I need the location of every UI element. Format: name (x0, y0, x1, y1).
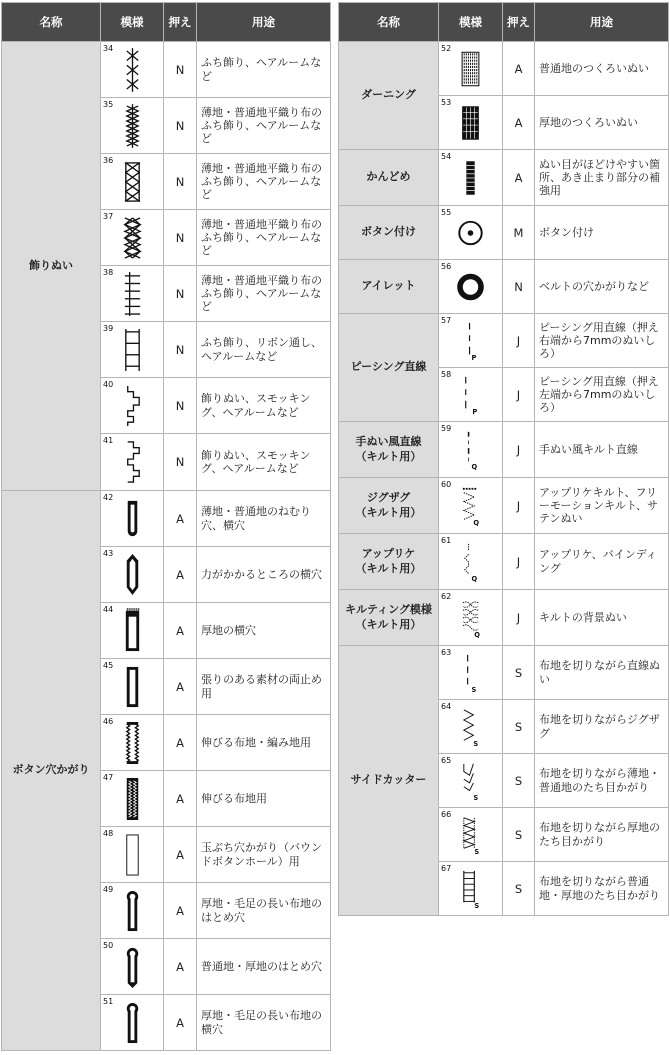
stitch-number: 44 (103, 605, 114, 614)
stitch-pattern-cell (439, 368, 503, 422)
stitch-number: 61 (441, 536, 452, 545)
presser-foot: N (164, 266, 197, 322)
svg-text:P: P (471, 353, 477, 362)
stitch-number: 59 (441, 424, 452, 433)
stitch-pattern-cell (101, 42, 164, 98)
stitch-pattern-cell (439, 206, 503, 260)
stitch-number: 60 (441, 480, 452, 489)
stitch-use: 飾りぬい、スモッキング、ヘアルームなど (197, 378, 331, 434)
table-row (339, 42, 669, 96)
table-body (339, 42, 669, 916)
category-name-line: 飾りぬい (29, 258, 73, 272)
stitch-use: 薄地・普通地平織り布のふち飾り、ヘアルームなど (197, 210, 331, 266)
category-name-line: 手ぬい風直線 (355, 435, 422, 449)
presser-foot: N (164, 434, 197, 491)
header-pattern: 模様 (101, 3, 164, 42)
piecing-58-icon (439, 374, 502, 416)
stitch-41-icon (101, 438, 163, 486)
presser-foot: A (164, 715, 197, 771)
stitch-number: 67 (441, 864, 452, 873)
stitch-use: ふち飾り、ヘアルームなど (197, 42, 331, 98)
stitch-use: 力がかかるところの横穴 (197, 547, 331, 603)
quilt-62-icon (439, 597, 502, 639)
stitch-pattern-cell (101, 883, 164, 939)
stitch-use: 伸びる布地・編み地用 (197, 715, 331, 771)
stitch-use: 玉ぶち穴かがり（バウンドボタンホール）用 (197, 827, 331, 883)
header-name: 名称 (339, 3, 439, 42)
stitch-use: ボタン付け (535, 206, 669, 260)
stitch-use: 布地を切りながら普通地・厚地のたち目かがり (535, 862, 669, 916)
stitch-use: ピーシング用直線（押え右端から7mmのぬいしろ） (535, 314, 669, 368)
presser-foot: A (503, 42, 535, 96)
stitch-number: 53 (441, 98, 452, 107)
stitch-pattern-cell (439, 150, 503, 206)
stitch-pattern-cell (101, 995, 164, 1051)
stitch-pattern-cell (101, 939, 164, 995)
category-name-line: かんどめ (366, 170, 411, 184)
stitch-pattern-cell (101, 98, 164, 154)
side-cutter-64-icon (439, 706, 502, 748)
stitch-pattern-cell (101, 547, 164, 603)
stitch-pattern-cell (101, 434, 164, 491)
table-header-row (339, 3, 669, 42)
stitch-use: ピーシング用直線（押え左端から7mmのぬいしろ） (535, 368, 669, 422)
presser-foot: S (503, 646, 535, 700)
stitch-pattern-cell (101, 603, 164, 659)
stitch-number: 48 (103, 829, 114, 838)
presser-foot: S (503, 754, 535, 808)
presser-foot: N (503, 260, 535, 314)
stitch-pattern-cell (439, 422, 503, 478)
stitch-category-name (339, 260, 439, 314)
stitch-number: 47 (103, 773, 114, 782)
stitch-number: 64 (441, 702, 452, 711)
stitch-number: 57 (441, 316, 452, 325)
stitch-use: 手ぬい風キルト直線 (535, 422, 669, 478)
stitch-category-name (339, 314, 439, 422)
stitch-use: 普通地のつくろいぬい (535, 42, 669, 96)
stitch-number: 62 (441, 592, 452, 601)
stitch-category-name (339, 42, 439, 150)
stitch-number: 49 (103, 885, 114, 894)
stitch-use: アップリケ、バインディング (535, 534, 669, 590)
stitch-use: ふち飾り、リボン通し、ヘアルームなど (197, 322, 331, 378)
stitch-pattern-cell (439, 478, 503, 534)
category-name-line: アイレット (361, 279, 416, 293)
stitch-pattern-cell (101, 322, 164, 378)
stitch-use: ぬい目がほどけやすい箇所、あき止まり部分の補強用 (535, 150, 669, 206)
stitch-number: 63 (441, 648, 452, 657)
category-name-line: ボタン穴かがり (12, 763, 90, 777)
stitch-use: 伸びる布地用 (197, 771, 331, 827)
stitch-number: 37 (103, 212, 114, 221)
stitch-pattern-cell (439, 646, 503, 700)
stitch-table-right (338, 2, 669, 916)
stitch-use: 薄地・普通地平織り布のふち飾り、ヘアルームなど (197, 154, 331, 210)
stitch-pattern-cell (101, 771, 164, 827)
presser-foot: M (503, 206, 535, 260)
stitch-pattern-cell (439, 314, 503, 368)
stitch-number: 55 (441, 208, 452, 217)
svg-text:Q: Q (471, 462, 478, 471)
category-name-line: アップリケ (361, 547, 416, 561)
stitch-pattern-cell (439, 96, 503, 150)
stitch-use: ベルトの穴かがりなど (535, 260, 669, 314)
presser-foot: J (503, 590, 535, 646)
presser-foot: A (164, 939, 197, 995)
stitch-number: 43 (103, 549, 114, 558)
presser-foot: J (503, 422, 535, 478)
stitch-pattern-cell (101, 659, 164, 715)
table-body (2, 42, 331, 1051)
stitch-number: 65 (441, 756, 452, 765)
stitch-category-name (339, 422, 439, 478)
eyelet-56-icon (439, 266, 502, 308)
svg-text:P: P (472, 407, 478, 416)
presser-foot: A (503, 96, 535, 150)
stitch-pattern-cell (101, 154, 164, 210)
side-cutter-65-icon (439, 760, 502, 802)
category-name-line: ジグザグ (366, 491, 411, 505)
stitch-number: 56 (441, 262, 452, 271)
presser-foot: A (164, 827, 197, 883)
category-name-line: ダーニング (361, 88, 416, 102)
svg-text:S: S (474, 847, 480, 856)
header-foot: 押え (164, 3, 197, 42)
category-name-line: サイドカッター (350, 773, 427, 787)
stitch-pattern-cell (439, 808, 503, 862)
category-name-line: （キルト用） (355, 617, 422, 631)
stitch-number: 39 (103, 324, 114, 333)
stitch-use: 厚地のつくろいぬい (535, 96, 669, 150)
presser-foot: J (503, 478, 535, 534)
stitch-pattern-cell (101, 378, 164, 434)
stitch-pattern-cell (439, 862, 503, 916)
darning-52-icon (439, 48, 502, 90)
table-row (2, 491, 331, 547)
presser-foot: S (503, 700, 535, 754)
table-header-row (2, 3, 331, 42)
stitch-pattern-cell (101, 827, 164, 883)
table-row (339, 534, 669, 590)
table-row (339, 314, 669, 368)
quilt-61-icon (439, 541, 502, 583)
quilt-59-icon (439, 429, 502, 471)
stitch-use: 普通地・厚地のはとめ穴 (197, 939, 331, 995)
table-row (2, 42, 331, 98)
stitch-pattern-cell (439, 700, 503, 754)
svg-text:S: S (474, 901, 480, 910)
button-sew-55-icon (439, 212, 502, 254)
svg-text:S: S (473, 793, 479, 802)
stitch-pattern-cell (439, 42, 503, 96)
svg-text:Q: Q (471, 574, 478, 583)
bartack-54-icon (439, 157, 502, 199)
stitch-number: 52 (441, 44, 452, 53)
presser-foot: N (164, 210, 197, 266)
header-use: 用途 (535, 3, 669, 42)
stitch-pattern-cell (101, 210, 164, 266)
stitch-number: 45 (103, 661, 114, 670)
category-name-line: （キルト用） (355, 561, 422, 575)
stitch-number: 36 (103, 156, 114, 165)
presser-foot: A (164, 771, 197, 827)
stitch-number: 46 (103, 717, 114, 726)
header-pattern: 模様 (439, 3, 503, 42)
side-cutter-63-icon (439, 652, 502, 694)
darning-53-icon (439, 102, 502, 144)
presser-foot: J (503, 314, 535, 368)
side-cutter-67-icon (439, 868, 502, 910)
stitch-number: 50 (103, 941, 114, 950)
stitch-use: 布地を切りながら薄地・普通地のたち目かがり (535, 754, 669, 808)
table-row (339, 150, 669, 206)
stitch-category-name (339, 150, 439, 206)
stitch-number: 66 (441, 810, 452, 819)
presser-foot: S (503, 862, 535, 916)
table-row (339, 206, 669, 260)
presser-foot: J (503, 534, 535, 590)
svg-text:Q: Q (473, 518, 480, 527)
stitch-category-name (339, 534, 439, 590)
stitch-use: 厚地・毛足の長い布地の横穴 (197, 995, 331, 1051)
presser-foot: N (164, 154, 197, 210)
side-cutter-66-icon (439, 814, 502, 856)
category-name-line: （キルト用） (355, 449, 422, 463)
stitch-use: 薄地・普通地平織り布のふち飾り、ヘアルームなど (197, 266, 331, 322)
table-row (339, 478, 669, 534)
stitch-category-name (2, 491, 101, 1051)
stitch-table-left (1, 2, 331, 1051)
presser-foot: J (503, 368, 535, 422)
stitch-number: 35 (103, 100, 114, 109)
header-name: 名称 (2, 3, 101, 42)
stitch-pattern-cell (439, 754, 503, 808)
presser-foot: N (164, 378, 197, 434)
stitch-use: キルトの背景ぬい (535, 590, 669, 646)
stitch-use: 薄地・普通地平織り布のふち飾り、ヘアルームなど (197, 98, 331, 154)
stitch-use: アップリケキルト、フリーモーションキルト、サテンぬい (535, 478, 669, 534)
stitch-use: 布地を切りながら厚地のたち目かがり (535, 808, 669, 862)
table-row (339, 646, 669, 700)
stitch-pattern-cell (101, 266, 164, 322)
piecing-57-icon (439, 320, 502, 362)
table-row (339, 590, 669, 646)
header-use: 用途 (197, 3, 331, 42)
category-name-line: （キルト用） (355, 505, 422, 519)
quilt-60-icon (439, 485, 502, 527)
presser-foot: A (164, 547, 197, 603)
presser-foot: N (164, 42, 197, 98)
stitch-pattern-cell (439, 590, 503, 646)
stitch-use: 布地を切りながら直線ぬい (535, 646, 669, 700)
stitch-number: 34 (103, 44, 114, 53)
svg-text:Q: Q (474, 630, 480, 639)
stitch-use: 厚地の横穴 (197, 603, 331, 659)
presser-foot: A (164, 603, 197, 659)
table-row (339, 422, 669, 478)
stitch-number: 42 (103, 493, 114, 502)
stitch-category-name (339, 590, 439, 646)
presser-foot: A (164, 883, 197, 939)
presser-foot: A (164, 491, 197, 547)
stitch-use: 厚地・毛足の長い布地のはとめ穴 (197, 883, 331, 939)
category-name-line: キルティング模様 (345, 603, 432, 617)
stitch-category-name (2, 42, 101, 491)
stitch-number: 38 (103, 268, 114, 277)
table-row (339, 260, 669, 314)
presser-foot: S (503, 808, 535, 862)
svg-text:S: S (471, 685, 477, 694)
header-foot: 押え (503, 3, 535, 42)
stitch-use: 薄地・普通地のねむり穴、横穴 (197, 491, 331, 547)
stitch-category-name (339, 206, 439, 260)
category-name-line: ボタン付け (361, 225, 416, 239)
stitch-use: 布地を切りながらジグザグ (535, 700, 669, 754)
stitch-number: 58 (441, 370, 452, 379)
stitch-use: 張りのある素材の両止め用 (197, 659, 331, 715)
presser-foot: A (503, 150, 535, 206)
stitch-use: 飾りぬい、スモッキング、ヘアルームなど (197, 434, 331, 491)
stitch-pattern-cell (101, 491, 164, 547)
stitch-category-name (339, 478, 439, 534)
stitch-number: 41 (103, 436, 114, 445)
presser-foot: A (164, 659, 197, 715)
stitch-number: 54 (441, 152, 452, 161)
category-name-line: ピーシング直線 (350, 360, 427, 374)
stitch-pattern-cell (439, 534, 503, 590)
svg-text:S: S (473, 739, 479, 748)
stitch-number: 51 (103, 997, 114, 1006)
presser-foot: N (164, 322, 197, 378)
presser-foot: A (164, 995, 197, 1051)
stitch-category-name (339, 646, 439, 916)
stitch-pattern-cell (101, 715, 164, 771)
presser-foot: N (164, 98, 197, 154)
stitch-number: 40 (103, 380, 114, 389)
stitch-pattern-cell (439, 260, 503, 314)
